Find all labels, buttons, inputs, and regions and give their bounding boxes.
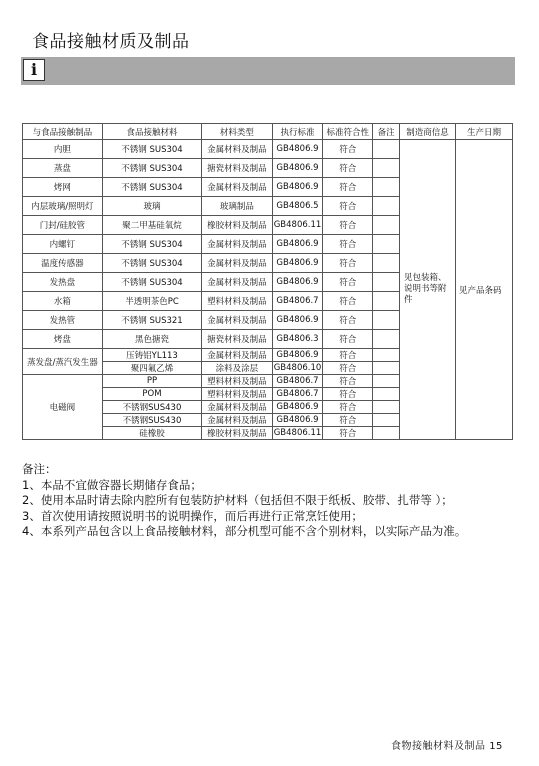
- compliance-cell: 符合: [323, 254, 373, 273]
- info-icon: i: [23, 59, 45, 81]
- type-cell: 金属材料及制品: [202, 311, 272, 330]
- notes-section: [22, 462, 466, 540]
- type-cell: 涂料及涂层: [202, 362, 272, 375]
- type-cell: 塑料材料及制品: [202, 375, 272, 388]
- product-cell: 蒸发盘/蒸汽发生器: [23, 349, 103, 375]
- header-cell: 与食品接触制品: [23, 124, 103, 140]
- type-cell: 金属材料及制品: [202, 349, 272, 362]
- standard-cell: GB4806.9: [272, 311, 323, 330]
- compliance-cell: 符合: [323, 375, 373, 388]
- product-cell: 内螺钉: [23, 235, 103, 254]
- type-cell: 金属材料及制品: [202, 273, 272, 292]
- type-cell: 金属材料及制品: [202, 254, 272, 273]
- type-cell: 金属材料及制品: [202, 414, 272, 427]
- standard-cell: GB4806.9: [272, 235, 323, 254]
- page-title: 食品接触材质及制品: [32, 32, 190, 52]
- page-footer: [391, 737, 503, 752]
- note-item: 3、首次使用请按照说明书的说明操作，而后再进行正常烹饪使用；: [22, 508, 363, 523]
- remark-cell: [373, 235, 400, 254]
- note-item: 2、使用本品时请去除内腔所有包装防护材料（包括但不限于纸板、胶带、扎带等 ）；: [22, 493, 453, 507]
- product-cell: 温度传感器: [23, 254, 103, 273]
- product-cell: 烤网: [23, 178, 103, 197]
- product-cell: 门封/硅胶管: [23, 216, 103, 235]
- manufacturer-info-cell: 见包装箱、说明书等附件: [400, 140, 456, 440]
- standard-cell: GB4806.9: [272, 349, 323, 362]
- info-banner: [21, 57, 515, 85]
- table-header-row: [23, 124, 513, 140]
- header-cell: 制造商信息: [400, 124, 456, 140]
- materials-table: [22, 123, 513, 440]
- standard-cell: GB4806.9: [272, 273, 323, 292]
- compliance-cell: 符合: [323, 159, 373, 178]
- material-cell: PP: [102, 375, 201, 388]
- type-cell: 塑料材料及制品: [202, 388, 272, 401]
- type-cell: 塑料材料及制品: [202, 292, 272, 311]
- type-cell: 橡胶材料及制品: [202, 216, 272, 235]
- type-cell: 金属材料及制品: [202, 178, 272, 197]
- material-cell: 不锈钢 SUS304: [102, 254, 201, 273]
- remark-cell: [373, 254, 400, 273]
- type-cell: 玻璃制品: [202, 197, 272, 216]
- notes-heading: 备注：: [22, 462, 57, 476]
- material-cell: 不锈钢 SUS321: [102, 311, 201, 330]
- compliance-cell: 符合: [323, 330, 373, 349]
- material-cell: 压铸铝YL113: [102, 349, 201, 362]
- compliance-cell: 符合: [323, 427, 373, 440]
- material-cell: 黑色搪瓷: [102, 330, 201, 349]
- standard-cell: GB4806.9: [272, 401, 323, 414]
- material-cell: 聚二甲基硅氧烷: [102, 216, 201, 235]
- standard-cell: GB4806.11: [273, 428, 322, 438]
- material-cell: 不锈钢SUS430: [102, 401, 201, 414]
- remark-cell: [373, 273, 400, 292]
- material-cell: 不锈钢 SUS304: [102, 235, 201, 254]
- product-cell: 蒸盘: [23, 159, 103, 178]
- standard-cell: GB4806.9: [272, 414, 323, 427]
- compliance-cell: 符合: [323, 216, 373, 235]
- header-cell: 食品接触材料: [102, 124, 201, 140]
- compliance-cell: 符合: [323, 273, 373, 292]
- table-row: [23, 140, 513, 159]
- compliance-cell: 符合: [323, 140, 373, 159]
- remark-cell: [373, 401, 400, 414]
- type-cell: 橡胶材料及制品: [202, 427, 272, 440]
- standard-cell: GB4806.7: [272, 375, 323, 388]
- compliance-cell: 符合: [323, 349, 373, 362]
- header-cell: 备注: [373, 124, 400, 140]
- type-cell: 搪瓷材料及制品: [202, 159, 272, 178]
- header-cell: 标准符合性: [323, 124, 373, 140]
- note-item: 1、本品不宜做容器长期储存食品；: [22, 477, 202, 492]
- type-cell: 金属材料及制品: [202, 235, 272, 254]
- standard-cell: GB4806.9: [272, 178, 323, 197]
- remark-cell: [373, 362, 400, 375]
- remark-cell: [373, 197, 400, 216]
- remark-cell: [373, 375, 400, 388]
- material-cell: 硅橡胶: [102, 427, 201, 440]
- remark-cell: [373, 178, 400, 197]
- type-cell: 搪瓷材料及制品: [202, 330, 272, 349]
- remark-cell: [373, 349, 400, 362]
- remark-cell: [373, 292, 400, 311]
- header-cell: 材料类型: [202, 124, 272, 140]
- product-cell: 电磁阀: [23, 375, 103, 440]
- remark-cell: [373, 388, 400, 401]
- remark-cell: [373, 427, 400, 440]
- product-cell: 发热盘: [23, 273, 103, 292]
- compliance-cell: 符合: [323, 292, 373, 311]
- material-cell: 不锈钢 SUS304: [102, 273, 201, 292]
- standard-cell: GB4806.10: [273, 363, 322, 373]
- material-cell: 不锈钢 SUS304: [102, 178, 201, 197]
- standard-cell: GB4806.5: [272, 197, 323, 216]
- product-cell: 内层玻璃/照明灯: [23, 197, 103, 216]
- compliance-cell: 符合: [323, 235, 373, 254]
- remark-cell: [373, 216, 400, 235]
- material-cell: 玻璃: [102, 197, 201, 216]
- remark-cell: [373, 140, 400, 159]
- remark-cell: [373, 159, 400, 178]
- compliance-cell: 符合: [323, 311, 373, 330]
- standard-cell: GB4806.7: [272, 388, 323, 401]
- production-date-cell: 见产品条码: [455, 140, 512, 440]
- standard-cell: GB4806.11: [272, 216, 323, 235]
- product-cell: 内胆: [23, 140, 103, 159]
- compliance-cell: 符合: [323, 362, 373, 375]
- remark-cell: [373, 311, 400, 330]
- standard-cell: GB4806.9: [272, 140, 323, 159]
- material-cell: 不锈钢 SUS304: [102, 159, 201, 178]
- product-cell: 烤盘: [23, 330, 103, 349]
- compliance-cell: 符合: [323, 388, 373, 401]
- compliance-cell: 符合: [323, 414, 373, 427]
- remark-cell: [373, 414, 400, 427]
- standard-cell: GB4806.9: [272, 254, 323, 273]
- standard-cell: GB4806.9: [272, 159, 323, 178]
- material-cell: 半透明茶色PC: [102, 292, 201, 311]
- compliance-cell: 符合: [323, 178, 373, 197]
- footer-section-title: 食物接触材料及制品: [391, 741, 486, 752]
- header-cell: 执行标准: [272, 124, 323, 140]
- header-cell: 生产日期: [455, 124, 512, 140]
- standard-cell: GB4806.7: [272, 292, 323, 311]
- type-cell: 金属材料及制品: [202, 401, 272, 414]
- material-cell: POM: [102, 388, 201, 401]
- material-cell: 不锈钢 SUS304: [102, 140, 201, 159]
- note-item: 4、本系列产品包含以上食品接触材料，部分机型可能不含个别材料，以实际产品为准。: [22, 524, 467, 538]
- page-number: 15: [489, 741, 503, 752]
- compliance-cell: 符合: [323, 401, 373, 414]
- product-cell: 水箱: [23, 292, 103, 311]
- remark-cell: [373, 330, 400, 349]
- standard-cell: GB4806.3: [272, 330, 323, 349]
- product-cell: 发热管: [23, 311, 103, 330]
- compliance-cell: 符合: [323, 197, 373, 216]
- material-cell: 不锈钢SUS430: [102, 414, 201, 427]
- type-cell: 金属材料及制品: [202, 140, 272, 159]
- material-cell: 聚四氟乙烯: [102, 362, 201, 375]
